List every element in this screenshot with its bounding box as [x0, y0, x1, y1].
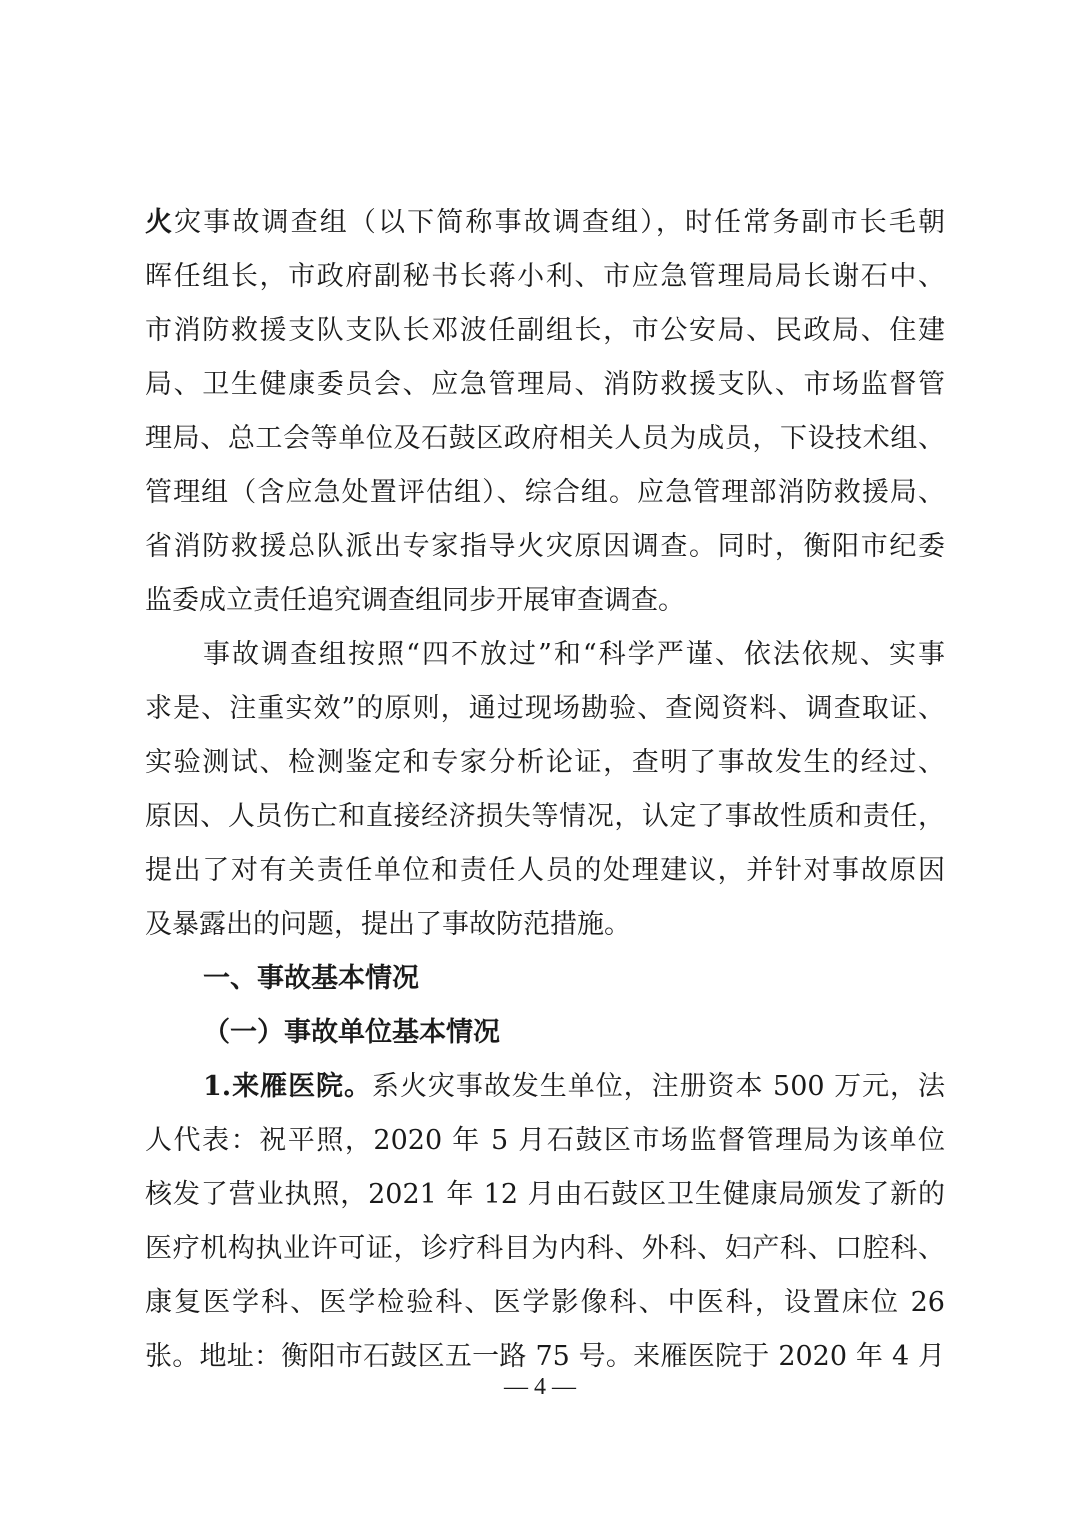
paragraph-1-line-2: 晖任组长，市政府副秘书长蒋小利、市应急管理局局长谢石中、: [145, 261, 945, 292]
paragraph-1-line-3: 市消防救援支队支队长邓波任副组长，市公安局、民政局、住建: [145, 315, 945, 346]
paragraph-1-first-char: 火: [145, 207, 175, 238]
paragraph-2-line-4: 原因、人员伤亡和直接经济损失等情况，认定了事故性质和责任，: [145, 801, 945, 832]
paragraph-3-line-1: 1.来雁医院。系火灾事故发生单位，注册资本 500 万元，法: [203, 1071, 946, 1102]
page-number: — 4 —: [504, 1374, 576, 1400]
paragraph-2-line-2: 求是、注重实效”的原则，通过现场勘验、查阅资料、调查取证、: [145, 693, 945, 724]
document-body: [145, 196, 945, 1384]
paragraph-1-line-8: 监委成立责任追究调查组同步开展审查调查。: [145, 585, 685, 616]
paragraph-3-line-3: 核发了营业执照，2021 年 12 月由石鼓区卫生健康局颁发了新的: [145, 1179, 945, 1210]
paragraph-1-line-6: 管理组（含应急处置评估组）、综合组。应急管理部消防救援局、: [145, 477, 945, 508]
paragraph-3-line-2: 人代表：祝平照，2020 年 5 月石鼓区市场监督管理局为该单位: [145, 1125, 945, 1156]
paragraph-1-line-1: 火灾事故调查组（以下简称事故调查组），时任常务副市长毛朝: [145, 207, 946, 238]
paragraph-2-line-1: 事故调查组按照“四不放过”和“科学严谨、依法依规、实事: [203, 639, 945, 670]
paragraph-1-line-4: 局、卫生健康委员会、应急管理局、消防救援支队、市场监督管: [145, 369, 945, 400]
paragraph-1-line-7: 省消防救援总队派出专家指导火灾原因调查。同时，衡阳市纪委: [145, 531, 945, 562]
paragraph-3-line-5: 康复医学科、医学检验科、医学影像科、中医科，设置床位 26: [145, 1287, 945, 1318]
paragraph-3-lead: 1.来雁医院。: [203, 1071, 372, 1102]
paragraph-3-line-6: 张。地址：衡阳市石鼓区五一路 75 号。来雁医院于 2020 年 4 月: [145, 1341, 945, 1372]
paragraph-2-line-3: 实验测试、检测鉴定和专家分析论证，查明了事故发生的经过、: [145, 747, 945, 778]
paragraph-2-line-5: 提出了对有关责任单位和责任人员的处理建议，并针对事故原因: [145, 855, 945, 886]
subsection-heading: （一）事故单位基本情况: [203, 1017, 500, 1048]
section-heading: 一、事故基本情况: [203, 963, 419, 994]
paragraph-1-line-5: 理局、总工会等单位及石鼓区政府相关人员为成员，下设技术组、: [145, 423, 945, 454]
paragraph-3-line-4: 医疗机构执业许可证，诊疗科目为内科、外科、妇产科、口腔科、: [145, 1233, 945, 1264]
paragraph-2-line-6: 及暴露出的问题，提出了事故防范措施。: [145, 909, 631, 940]
